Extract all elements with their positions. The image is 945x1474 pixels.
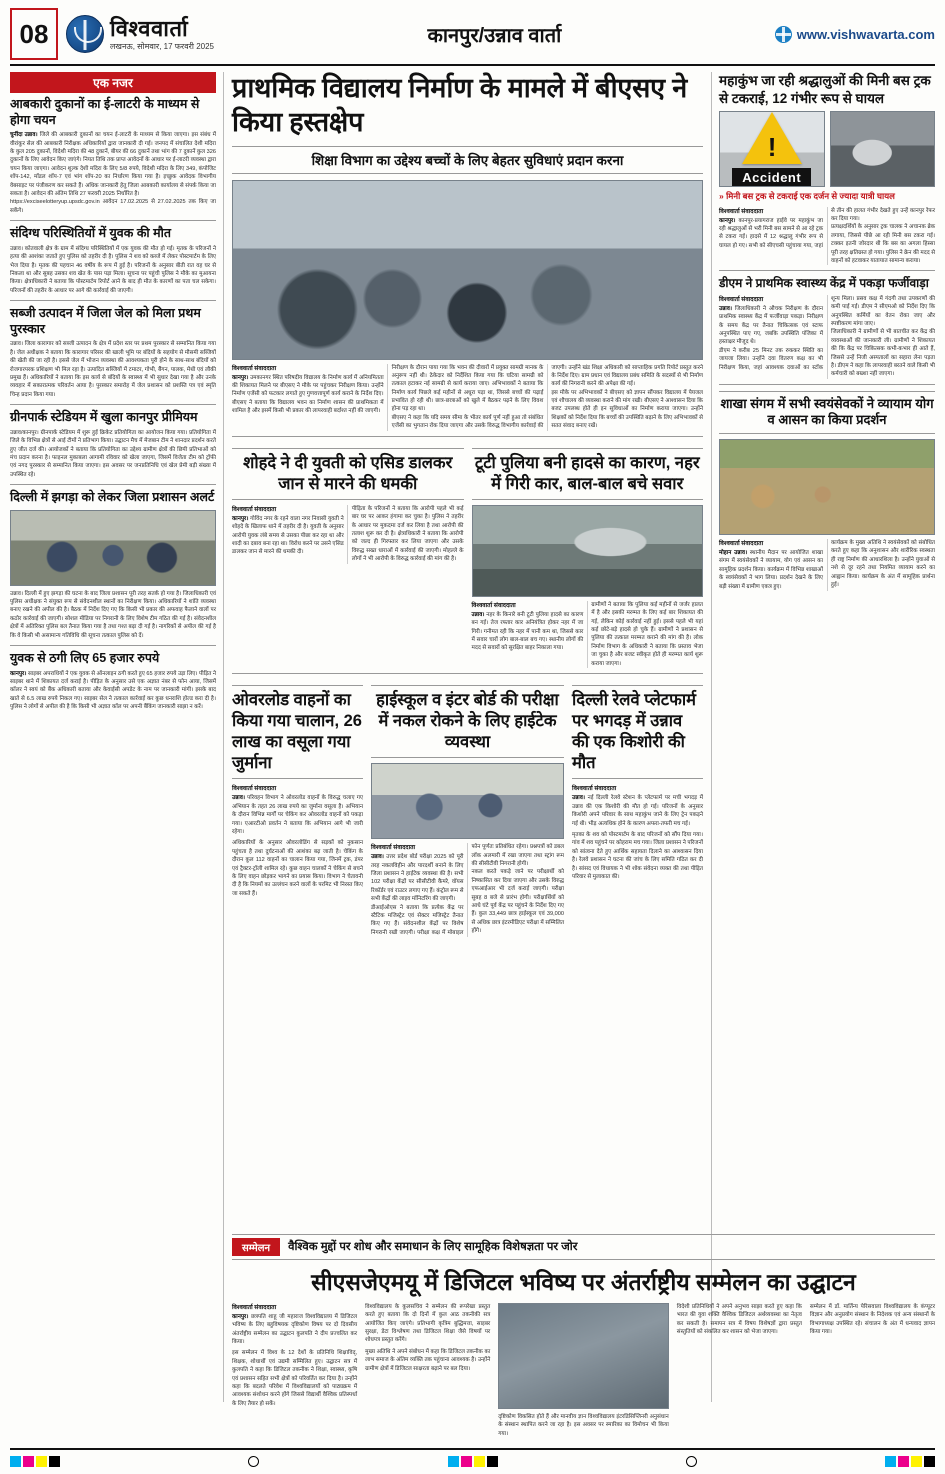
article-paragraph: विश्वविद्यालय के कुलसचिव ने सम्मेलन की रूपरेखा प्रस्तुत करते हुए बताया कि दो दिनों में कुल आठ तकनीकी सत्र आयोजित किए जाएंगे। प्रतिभागी कृत्रिम बुद्धिमत्ता, साइबर सुरक्षा, डेटा विश्लेषण तथा डिजिटल शिक्षा जैसे विषयों पर शोधपत्र प्रस्तुत करेंगे।	[365, 1303, 491, 1344]
swatch-group-right	[885, 1456, 935, 1467]
globe-logo-icon	[66, 15, 104, 53]
article-paragraph: जिलाधिकारी ने ग्रामीणों से भी बातचीत कर केंद्र की व्यवस्थाओं की जानकारी ली। ग्रामीणों ने शिकायत की कि केंद्र पर चिकित्सक कभी-कभार ही आते हैं, जिससे उन्हें निजी अस्पतालों का सहारा लेना पड़ता है। डीएम ने कहा कि लापरवाही बरतने वाले किसी भी कर्मचारी को बख्शा नहीं जाएगा।	[831, 329, 935, 378]
conference-body	[232, 1303, 935, 1438]
article-paragraph: इस सम्मेलन में विश्व के 12 देशों के प्रतिनिधि शिक्षाविद्, शिक्षक, शोधार्थी एवं उद्यमी सम्मिलित हुए। उद्घाटन सत्र में कुलपति ने कहा कि डिजिटल तकनीक ने शिक्षा, स्वास्थ्य, कृषि एवं प्रशासन सहित सभी क्षेत्रों को परिवर्तित कर दिया है। उन्होंने कहा कि बदलते परिवेश में विश्वविद्यालयों को पाठ्यक्रम में आवश्यक संशोधन करने होंगे जिससे विद्यार्थी वैश्विक प्रतिस्पर्धा के लिए तैयार हो सकें।	[232, 1350, 358, 1407]
byline: विश्ववार्ता संवाददाता	[232, 365, 277, 372]
divider	[232, 436, 703, 437]
swatch-group-left	[10, 1456, 60, 1467]
masthead	[10, 8, 935, 66]
article-paragraph: उन्नाव। जिलाधिकारी ने औचक निरीक्षण के दौरान प्राथमिक स्वास्थ्य केंद्र में फर्जीवाड़ा पकड़ा। निरीक्षण के समय केंद्र पर तैनात चिकित्सक एवं स्टाफ अनुपस्थित पाए गए, जबकि उपस्थिति पंजिका में हस्ताक्षर मौजूद थे।	[719, 305, 823, 346]
article-delhi-stampede	[572, 679, 703, 937]
article-paragraph: मृतका के शव को पोस्टमार्टम के बाद परिजनों को सौंप दिया गया। गांव में शव पहुंचने पर कोहराम मच गया। जिला प्रशासन ने परिजनों को सांत्वना देते हुए आर्थिक सहायता दिलाने का आश्वासन दिया है। रेलवे प्रशासन ने घटना की जांच के लिए समिति गठित कर दी है। सांसद एवं विधायक ने भी शोक संवेदना व्यक्त की तथा पीड़ित परिवार से मुलाकात की।	[572, 831, 703, 880]
color-swatch	[461, 1456, 472, 1467]
article-headline: हाईस्कूल व इंटर बोर्ड की परीक्षा में नकल रोकने के लिए हाईटेक व्यवस्था	[371, 685, 564, 758]
sidebar-item-1	[10, 226, 216, 295]
section-tag-sammelan: सम्मेलन	[232, 1238, 280, 1256]
article-paragraph: अधिकारियों के अनुसार ओवरलोडिंग से सड़कों को नुकसान पहुंचता है तथा दुर्घटनाओं की आशंका बढ़ जाती है। चेकिंग के दौरान कुल 112 वाहनों का चालान किया गया, जिनमें ट्रक, डंपर एवं ट्रैक्टर-ट्रॉली शामिल रहे। कुछ वाहन चालकों ने चेकिंग से बचने के लिए वाहन छोड़कर भागने का प्रयास किया। विभाग ने चेतावनी दी है कि नियमों का उल्लंघन करने वालों के परमिट भी निरस्त किए जा सकते हैं।	[232, 840, 363, 897]
warning-triangle-icon	[742, 112, 802, 164]
article-paragraph: उन्नाव। नई दिल्ली रेलवे स्टेशन के प्लेटफार्म पर मची भगदड़ में उन्नाव की एक किशोरी की मौत हो गई। परिजनों के अनुसार किशोरी अपने परिवार के साथ महाकुंभ जाने के लिए ट्रेन पकड़ने गई थी। भीड़ अत्यधिक होने के कारण अफरा-तफरी मच गई।	[572, 795, 703, 827]
article-shakha-sangam	[719, 391, 935, 591]
divider	[232, 673, 703, 674]
byline: विश्ववार्ता संवाददाता	[232, 786, 277, 793]
byline: विश्ववार्ता संवाददाता	[232, 506, 277, 513]
article-paragraph: निरीक्षण के दौरान पाया गया कि भवन की दीवारों में प्रयुक्त सामग्री मानक के अनुरूप नहीं थी। ठेकेदार को निर्देशित किया गया कि घटिया सामग्री को तत्काल हटाकर नई सामग्री से कार्य कराया जाए। अभिभावकों ने बताया कि निर्माण कार्य पिछले कई महीनों से अधूरा पड़ा था, जिससे बच्चों की पढ़ाई प्रभावित हो रही थी। छात्र-छात्राओं को खुले में बैठकर पढ़ने के लिए विवश होना पड़ रहा था।	[391, 364, 544, 413]
article-paragraph: मोहान उन्नाव। स्थानीय मैदान पर आयोजित शाखा संगम में स्वयंसेवकों ने व्यायाम, योग एवं आसन का सामूहिक प्रदर्शन किया। कार्यक्रम में विभिन्न शाखाओं के स्वयंसेवकों ने भाग लिया। प्रदर्शन देखने के लिए बड़ी संख्या में ग्रामीण एकत्र हुए।	[719, 550, 823, 590]
divider	[10, 404, 216, 405]
sidebar-item-5	[10, 651, 216, 712]
sidebar-headline: ग्रीनपार्क स्टेडियम में खुला कानपुर प्रीमियम	[10, 410, 198, 425]
article-acid-threat	[232, 442, 464, 668]
byline: विश्ववार्ता संवाददाता	[232, 1304, 277, 1311]
accident-sign-graphic	[719, 111, 825, 187]
accident-headline: महाकुंभ जा रही श्रद्धालुओं की मिनी बस ट्रक से टकराई, 12 गंभीर रूप से घायल	[719, 73, 931, 106]
main-column	[232, 72, 703, 1402]
article-headline: डीएम ने प्राथमिक स्वास्थ्य केंद्र में पकड़ा फर्जीवाड़ा	[719, 276, 929, 291]
brand-logo	[66, 8, 214, 60]
article-paragraph: दृष्टिकोण विकसित होते हैं और मानवीय ज्ञान विश्वविद्यालय इंटरडिसिप्लिनरी अनुसंधान के संस्थान स्थापित करने जा रहा है। इस अवसर पर स्मारिका का विमोचन भी किया गया।	[498, 1413, 669, 1437]
article-paragraph: प्रत्यक्षदर्शियों के अनुसार ट्रक चालक ने अचानक ब्रेक लगाया, जिससे पीछे आ रही मिनी बस टकरा गई। टक्कर इतनी जोरदार थी कि बस का अगला हिस्सा पूरी तरह क्षतिग्रस्त हो गया। पुलिस ने क्रेन की मदद से वाहनों को हटवाकर यातायात सामान्य कराया।	[831, 224, 935, 264]
right-column	[711, 72, 935, 1402]
article-paragraph: पीड़िता के परिजनों ने बताया कि आरोपी पहले भी कई बार घर पर आकर हंगामा कर चुका है। पुलिस ने तहरीर के आधार पर मुकदमा दर्ज कर लिया है तथा आरोपी की तलाश शुरू कर दी है। क्षेत्राधिकारी ने बताया कि आरोपी को जल्द ही गिरफ्तार कर लिया जाएगा और उसके विरुद्ध सख्त धाराओं में कार्रवाई की जाएगी। मोहल्ले के लोगों ने भी आरोपी के विरुद्ध कार्रवाई की मांग की है।	[351, 505, 464, 563]
article-paragraph: बीएसए ने कहा कि यदि समय सीमा के भीतर कार्य पूर्ण नहीं हुआ तो संबंधित एजेंसी का भुगतान रोक दिया जाएगा और उसके विरुद्ध विभागीय कार्रवाई की जाएगी। उन्होंने खंड शिक्षा अधिकारी को साप्ताहिक प्रगति रिपोर्ट प्रस्तुत करने के निर्देश दिए। ग्राम प्रधान एवं विद्यालय प्रबंध समिति के सदस्यों से भी निर्माण कार्य की निगरानी करने की अपेक्षा की गई।	[391, 364, 703, 430]
sidebar-body: उन्नाव। कोतवाली क्षेत्र के ग्राम में संदिग्ध परिस्थितियों में एक युवक की मौत हो गई। मृतक के परिजनों ने हत्या की आशंका जताते हुए पुलिस को तहरीर दी है। पुलिस ने शव को कब्जे में लेकर पोस्टमार्टम के लिए भेज दिया है। मृतक की पहचान 46 वर्षीय के रूप में हुई है। परिजनों के अनुसार बीती रात वह घर से निकला था और सुबह उसका शव खेत के पास पड़ा मिला। सूचना पर पहुंची पुलिस ने मौके का मुआयना किया। क्षेत्राधिकारी ने बताया कि पोस्टमार्टम रिपोर्ट आने के बाद ही मौत के कारणों का पता चल सकेगा। परिजनों की तहरीर के आधार पर आगे की कार्रवाई की जाएगी।	[10, 245, 216, 294]
article-dm-inspection	[719, 276, 935, 379]
article-paragraph: कानपुर। गोविंद नगर के रहने वाला नगर निवासी युवती ने शोहदे के खिलाफ थाने में तहरीर दी है। युवती के अनुसार आरोपी युवक लंबे समय से उसका पीछा कर रहा था और शादी का दबाव बना रहा था। विरोध करने पर उसने एसिड डालकर जान से मारने की धमकी दी।	[232, 515, 344, 556]
sidebar-item-3	[10, 410, 216, 479]
color-swatch	[474, 1456, 485, 1467]
sidebar-item-4	[10, 490, 216, 640]
sidebar-body: उन्नाव/कानपुर। ग्रीनपार्क स्टेडियम में शुरू हुई क्रिकेट प्रतियोगिता का आयोजन किया गया। प्रतियोगिता में जिले के विभिन्न क्षेत्रों से आई टीमों ने प्रतिभाग किया। उद्घाटन मैच में मेजबान टीम ने शानदार प्रदर्शन करते हुए जीत दर्ज की। आयोजकों ने बताया कि प्रतियोगिता का उद्देश्य ग्रामीण क्षेत्रों की छिपी प्रतिभाओं को मंच प्रदान करना है। फाइनल मुकाबला आगामी रविवार को खेला जाएगा, जिसमें विजेता टीम को ट्रॉफी एवं नगद पुरस्कार से सम्मानित किया जाएगा। इस अवसर पर जनप्रतिनिधि एवं खेल प्रेमी बड़ी संख्या में उपस्थित रहे।	[10, 429, 216, 478]
page-title: कानपुर/उन्नाव वार्ता	[427, 24, 562, 47]
conference-headline: सीएसजेएमयू में डिजिटल भविष्य पर अंतर्राष्ट्रीय सम्मेलन का उद्घाटन	[311, 1268, 856, 1295]
article-paragraph: डीएम ने करीब 25 मिनट तक रुककर स्थिति का जायजा लिया। उन्होंने दवा वितरण कक्ष का भी निरीक्षण किया, जहां आवश्यक दवाओं का स्टॉक शून्य मिला। प्रसव कक्ष में गंदगी तथा उपकरणों की कमी पाई गई। डीएम ने सीएमओ को निर्देश दिए कि अनुपस्थित कर्मियों का वेतन रोका जाए और स्पष्टीकरण मांगा जाए।	[719, 295, 935, 371]
lead-story	[232, 72, 703, 431]
sidebar-column	[10, 72, 224, 1402]
article-paragraph: कानपुर। छत्रपति शाहू जी महाराज विश्वविद्यालय में डिजिटल भविष्य के लिए बहुविषयक दृष्टिकोण विषय पर दो दिवसीय अंतर्राष्ट्रीय सम्मेलन का उद्घाटन कुलपति ने दीप प्रज्वलित कर किया।	[232, 1313, 358, 1345]
website-link[interactable]	[775, 8, 935, 60]
article-headline: शाखा संगम में सभी स्वयंसेवकों ने व्यायाम योग व आसन का किया प्रदर्शन	[719, 391, 935, 434]
article-paragraph: विदेशी प्रतिनिधियों ने अपने अनुभव साझा करते हुए कहा कि भारत की युवा शक्ति वैश्विक डिजिटल अर्थव्यवस्था का नेतृत्व कर सकती है। समापन सत्र में विषय विशेषज्ञों द्वारा प्रस्तुत संस्तुतियों को संकलित कर शासन को भेजा जाएगा।	[676, 1303, 802, 1335]
sidebar-item-0	[10, 97, 216, 215]
section-tag-ek-nazar: एक नजर	[10, 72, 216, 93]
color-swatch	[924, 1456, 935, 1467]
divider	[719, 270, 935, 271]
conference-strip	[232, 1234, 935, 1260]
registration-mark-icon	[686, 1456, 697, 1467]
mid-row-1	[232, 442, 703, 668]
color-swatch	[49, 1456, 60, 1467]
article-headline: टूटी पुलिया बनी हादसे का कारण, नहर में गिरी कार, बाल-बाल बचे सवार	[472, 448, 704, 500]
color-swatch	[36, 1456, 47, 1467]
sidebar-body: चुनींदा उन्नाव। जिले की आबकारी दुकानों का चयन ई-लाटरी के माध्यम से किया जाएगा। इस संबंध में वीरांकुर सेल की आबकारी निरीक्षक अधिकारियों द्वारा जानकारी दी गई। जनपद में संचालित देशी मदिरा के कुल 205 दुकानों, विदेशी मदिरा की 48 दुकानें, बीयर की 66 दुकानें तथा भांग की 7 दुकानें कुल 326 दुकानों के लिए आवेदन किए जाएंगे। नियत तिथि तक प्राप्त आवेदनों के आधार पर ई-लाटरी व्यवस्था द्वारा चयन किया जाएगा। आवेदन शुल्क देशी मदिरा के लिए 5/8 रुपये, विदेशी मदिरा के लिए 349, कंपोजिट शॉप-142, मॉडल शॉप-7 एवं भांग शॉप-20 का निर्धारण किया गया है। इच्छुक आवेदक विभागीय वेबसाइट पर पंजीकरण कर सकते हैं। अधिक जानकारी हेतु जिला आबकारी कार्यालय से संपर्क किया जा सकता है। आवेदन की अंतिम तिथि 27 फरवरी 2025 निर्धारित है। https://exciseelotteryup.upsdc.gov.in आवेदन 17.02.2025 से 27.02.2025 तक किए जा सकेंगे।	[10, 132, 216, 214]
damaged-vehicle-photo	[830, 111, 936, 187]
conference-dais-photo	[498, 1303, 669, 1409]
article-paragraph: सम्मेलन में डॉ. मार्तिन्य पेरिसवाला विश्वविद्यालय के कंप्यूटर विज्ञान और अनुप्रयोग संस्थान के निदेशक एवं अन्य संस्थानों के विभागाध्यक्ष उपस्थित रहे। संचालन के अंत में धन्यवाद ज्ञापन किया गया।	[809, 1303, 935, 1335]
website-url-text: www.vishwavarta.com	[796, 26, 935, 42]
sidebar-headline: सब्जी उत्पादन में जिला जेल को मिला प्रथम पुरस्कार	[10, 306, 201, 336]
print-color-bar	[10, 1454, 935, 1468]
article-overload-fine	[232, 679, 363, 937]
sidebar-item-2	[10, 306, 216, 399]
byline: विश्ववार्ता संवाददाता	[719, 208, 764, 215]
article-board-exam	[371, 679, 564, 937]
swatch-group-center	[448, 1456, 498, 1467]
edition-line: लखनऊ, सोमवार, 17 फरवरी 2025	[110, 41, 215, 51]
photo-caption: » मिनी बस ट्रक से टकराई एक दर्जन से ज्यादा यात्री घायल	[719, 191, 935, 202]
article-paragraph: कार्यक्रम के मुख्य अतिथि ने स्वयंसेवकों को संबोधित करते हुए कहा कि अनुशासन और शारीरिक स्वस्थता ही राष्ट्र निर्माण की आधारशिला है। उन्होंने युवाओं से नशे से दूर रहने तथा नियमित व्यायाम करने का आह्वान किया। कार्यक्रम के अंत में सामूहिक प्रार्थना हुई।	[831, 540, 935, 588]
byline: विश्ववार्ता संवाददाता	[370, 845, 416, 852]
divider	[10, 484, 216, 485]
color-swatch	[448, 1456, 459, 1467]
page-body	[10, 72, 935, 1402]
article-paragraph: उन्नाव। उत्तर प्रदेश बोर्ड परीक्षा 2025 को पूरी तरह नकलविहीन और पारदर्शी बनाने के लिए जिला प्रशासन ने हाईटेक व्यवस्था की है। सभी 102 परीक्षा केंद्रों पर सीसीटीवी कैमरे, वॉयस रिकॉर्डर एवं राउटर लगाए गए हैं। कंट्रोल रूम से सभी केंद्रों की लाइव मॉनिटरिंग की जाएगी।	[370, 854, 464, 903]
byline: विश्ववार्ता संवाददाता	[471, 602, 516, 609]
accident-photo-row	[719, 111, 935, 187]
article-paragraph: मुख्य अतिथि ने अपने संबोधन में कहा कि डिजिटल तकनीक का लाभ समाज के अंतिम व्यक्ति तक पहुंचाना आवश्यक है। उन्होंने ग्रामीण क्षेत्रों में डिजिटल साक्षरता बढ़ाने पर बल दिया।	[365, 1348, 491, 1372]
brand-name: विश्ववार्ता	[110, 15, 189, 41]
divider	[10, 300, 216, 301]
color-swatch	[10, 1456, 21, 1467]
color-swatch	[911, 1456, 922, 1467]
sidebar-body: उन्नाव। जिला कारागार को सब्जी उत्पादन के क्षेत्र में प्रदेश स्तर पर प्रथम पुरस्कार से सम्मानित किया गया है। जेल अधीक्षक ने बताया कि कारागार परिसर की खाली भूमि पर बंदियों के सहयोग से मौसमी सब्जियों की खेती की जा रही है। इससे जेल में भोजन व्यवस्था की आवश्यकता पूरी होने के साथ-साथ बंदियों को रोजगारपरक प्रशिक्षण भी मिल रहा है। उत्पादित सब्जियों में टमाटर, गोभी, बैंगन, पालक, मेथी एवं लौकी प्रमुख हैं। अधिकारियों ने बताया कि इस कार्य से बंदियों के स्वास्थ्य में भी सुधार देखा गया है और उनके व्यवहार में सकारात्मक परिवर्तन आया है। पुरस्कार समारोह में जेल प्रशासन को प्रशस्ति पत्र एवं स्मृति चिन्ह प्रदान किया गया।	[10, 341, 216, 398]
article-paragraph: कानपुर। उमकानगर स्थित परिषदीय विद्यालय के निर्माण कार्य में अनियमितता की शिकायत मिलने पर बीएसए ने मौके पर पहुंचकर निरीक्षण किया। उन्होंने निर्माण एजेंसी को फटकार लगाते हुए गुणवत्तापूर्ण कार्य कराने के निर्देश दिए। बीएसए ने बताया कि विद्यालय भवन का निर्माण शासन की प्राथमिकता में शामिल है और इसमें किसी भी प्रकार की लापरवाही बर्दाश्त नहीं की जाएगी।	[232, 374, 384, 415]
accident-body	[719, 207, 935, 266]
article-paragraph: नकल करते पकड़े जाने पर परीक्षार्थी को निष्कासित कर दिया जाएगा और उसके विरुद्ध एफआईआर भी दर्ज कराई जाएगी। परीक्षा सुबह 8 बजे से प्रारंभ होगी। परीक्षार्थियों को आधे घंटे पूर्व केंद्र पर पहुंचने के निर्देश दिए गए हैं। कुल 33,449 छात्र हाईस्कूल एवं 39,000 से अधिक छात्र इंटरमीडिएट परीक्षा में सम्मिलित होंगे।	[471, 869, 565, 935]
bottom-divider	[10, 1448, 935, 1450]
yoga-ground-photo	[719, 439, 935, 535]
color-swatch	[487, 1456, 498, 1467]
article-paragraph: डीआईओएस ने बताया कि प्रत्येक केंद्र पर स्टैटिक मजिस्ट्रेट एवं सेक्टर मजिस्ट्रेट तैनात किए गए हैं। संवेदनशील केंद्रों पर विशेष निगरानी रखी जाएगी। परीक्षा कक्ष में मोबाइल फोन पूर्णतः प्रतिबंधित रहेगा। प्रश्नपत्रों को डबल लॉक अलमारी में रखा जाएगा तथा स्ट्रांग रूम की सीसीटीवी निगरानी होगी।	[370, 844, 565, 936]
article-headline: दिल्ली रेलवे प्लेटफार्म पर भगदड़ में उन्नाव की एक किशोरी की मौत	[572, 685, 703, 779]
page-number: 08	[10, 8, 58, 60]
sidebar-headline: युवक से ठगी लिए 65 हजार रुपये	[10, 651, 160, 666]
police-group-photo	[10, 510, 216, 586]
color-swatch	[23, 1456, 34, 1467]
sidebar-headline: आबकारी दुकानों का ई-लाटरी के माध्यम से होगा चयन	[10, 97, 200, 127]
article-canal-car	[472, 442, 704, 668]
school-construction-photo	[232, 180, 703, 360]
article-paragraph: इस मौके पर अभिभावकों ने बीएसए को ज्ञापन सौंपकर विद्यालय में पेयजल एवं शौचालय की व्यवस्था कराने की मांग रखी। बीएसए ने आश्वासन दिया कि बजट उपलब्ध होते ही इन सुविधाओं का निर्माण कराया जाएगा। उन्होंने शिक्षकों को निर्देश दिया कि बच्चों की उपस्थिति बढ़ाने के लिए अभिभावकों से सतत संवाद बनाए रखें।	[551, 389, 703, 430]
byline: विश्ववार्ता संवाददाता	[719, 541, 764, 548]
registration-mark-icon	[248, 1456, 259, 1467]
sidebar-headline: संदिग्ध परिस्थितियों में युवक की मौत	[10, 226, 171, 241]
divider	[10, 645, 216, 646]
byline: विश्ववार्ता संवाददाता	[572, 786, 617, 793]
article-paragraph: ग्रामीणों ने बताया कि पुलिया कई महीनों से जर्जर हालत में है और इसकी मरम्मत के लिए कई बार शिकायत की गई, लेकिन कोई कार्रवाई नहीं हुई। इससे पहले भी यहां कई छोटे-बड़े हादसे हो चुके हैं। ग्रामीणों ने प्रशासन से पुलिया की तत्काल मरम्मत कराने की मांग की है। लोक निर्माण विभाग के अधिकारी ने बताया कि प्रस्ताव भेजा जा चुका है और बजट स्वीकृत होते ही मरम्मत कार्य शुरू कराया जाएगा।	[591, 601, 703, 667]
accident-label: Accident	[732, 168, 811, 187]
article-paragraph: उन्नाव। नहर के किनारे बनी टूटी पुलिया हादसे का कारण बन गई। तेज रफ्तार कार अनियंत्रित होकर नहर में जा गिरी। गनीमत रही कि नहर में पानी कम था, जिससे कार में सवार चारों लोग बाल-बाल बच गए। स्थानीय लोगों की मदद से सवारों को सुरक्षित बाहर निकाला गया।	[471, 611, 584, 652]
article-headline: शोहदे ने दी युवती को एसिड डालकर जान से मारने की धमकी	[232, 448, 464, 500]
sidebar-body: उन्नाव। दिल्ली में हुए झगड़ा की घटना के बाद जिला प्रशासन पूरी तरह सतर्क हो गया है। जिलाधिकारी एवं पुलिस अधीक्षक ने संयुक्त रूप से संवेदनशील स्थानों का निरीक्षण किया। अधिकारियों ने शांति व्यवस्था बनाए रखने की अपील की है। बैठक में निर्देश दिए गए कि किसी भी प्रकार की अफवाह फैलाने वालों पर कठोर कार्रवाई की जाएगी। सोशल मीडिया पर निगरानी के लिए विशेष टीम गठित की गई है। संवेदनशील क्षेत्रों में अतिरिक्त पुलिस बल तैनात किया गया है तथा गश्त बढ़ा दी गई है। नागरिकों से अपील की गई है कि वे किसी भी असामान्य गतिविधि की सूचना तत्काल पुलिस को दें।	[10, 590, 216, 639]
globe-icon	[775, 26, 792, 43]
mid-row-2	[232, 679, 703, 937]
article-paragraph: उन्नाव। परिवहन विभाग ने ओवरलोड वाहनों के विरुद्ध चलाए गए अभियान के तहत 26 लाख रुपये का जुर्माना वसूला है। अभियान के दौरान विभिन्न मार्गों पर चेकिंग कर ओवरलोड वाहनों को पकड़ा गया। एआरटीओ प्रवर्तन ने बताया कि अभियान आगे भी जारी रहेगा।	[232, 795, 363, 835]
divider	[719, 384, 935, 385]
conference-subtitle: वैश्विक मुद्दों पर शोध और समाधान के लिए सामूहिक विशेषज्ञता पर जोर	[288, 1241, 578, 1254]
lead-body	[232, 364, 703, 431]
color-swatch	[885, 1456, 896, 1467]
sidebar-body: कानपुर। साइबर अपराधियों ने एक युवक से ऑनलाइन ठगी करते हुए 65 हजार रुपये उड़ा लिए। पीड़ित ने साइबर थाने में शिकायत दर्ज कराई है। पीड़ित के अनुसार उसे एक अज्ञात नंबर से फोन आया, जिसमें कॉलर ने स्वयं को बैंक अधिकारी बताया और केवाईसी अपडेट के नाम पर जानकारी मांगी। इसके बाद खाते से 6.5 लाख रुपये निकल गए। साइबर सेल ने तत्काल कार्रवाई कर कुछ धनराशि होल्ड करा दी है। पुलिस ने लोगों से अपील की है कि किसी भी अज्ञात कॉल पर अपनी बैंकिंग जानकारी साझा न करें।	[10, 670, 216, 711]
sidebar-headline: दिल्ली में झगड़ा को लेकर जिला प्रशासन अलर्ट	[10, 490, 215, 505]
lead-headline: प्राथमिक विद्यालय निर्माण के मामले में बीएसए ने किया हस्तक्षेप	[232, 73, 687, 137]
exam-control-room-photo	[371, 763, 564, 839]
article-paragraph: कानपुर। कानपुर-प्रयागराज हाईवे पर महाकुंभ जा रही श्रद्धालुओं से भरी मिनी बस सामने से आ रहे ट्रक से टकरा गई। हादसे में 12 श्रद्धालु गंभीर रूप से घायल हो गए। सभी को सीएचसी पहुंचाया गया, जहां से तीन की हालत गंभीर देखते हुए उन्हें कानपुर रेफर कर दिया गया।	[719, 207, 935, 249]
lead-subheadline: शिक्षा विभाग का उद्देश्य बच्चों के लिए बेहतर सुविधाएं प्रदान करना	[232, 146, 703, 174]
byline: विश्ववार्ता संवाददाता	[719, 296, 764, 303]
color-swatch	[898, 1456, 909, 1467]
article-headline: ओवरलोड वाहनों का किया गया चालान, 26 लाख का वसूला गया जुर्माना	[232, 685, 363, 779]
conference-section	[232, 1228, 935, 1438]
car-in-canal-photo	[472, 505, 704, 597]
divider	[10, 220, 216, 221]
